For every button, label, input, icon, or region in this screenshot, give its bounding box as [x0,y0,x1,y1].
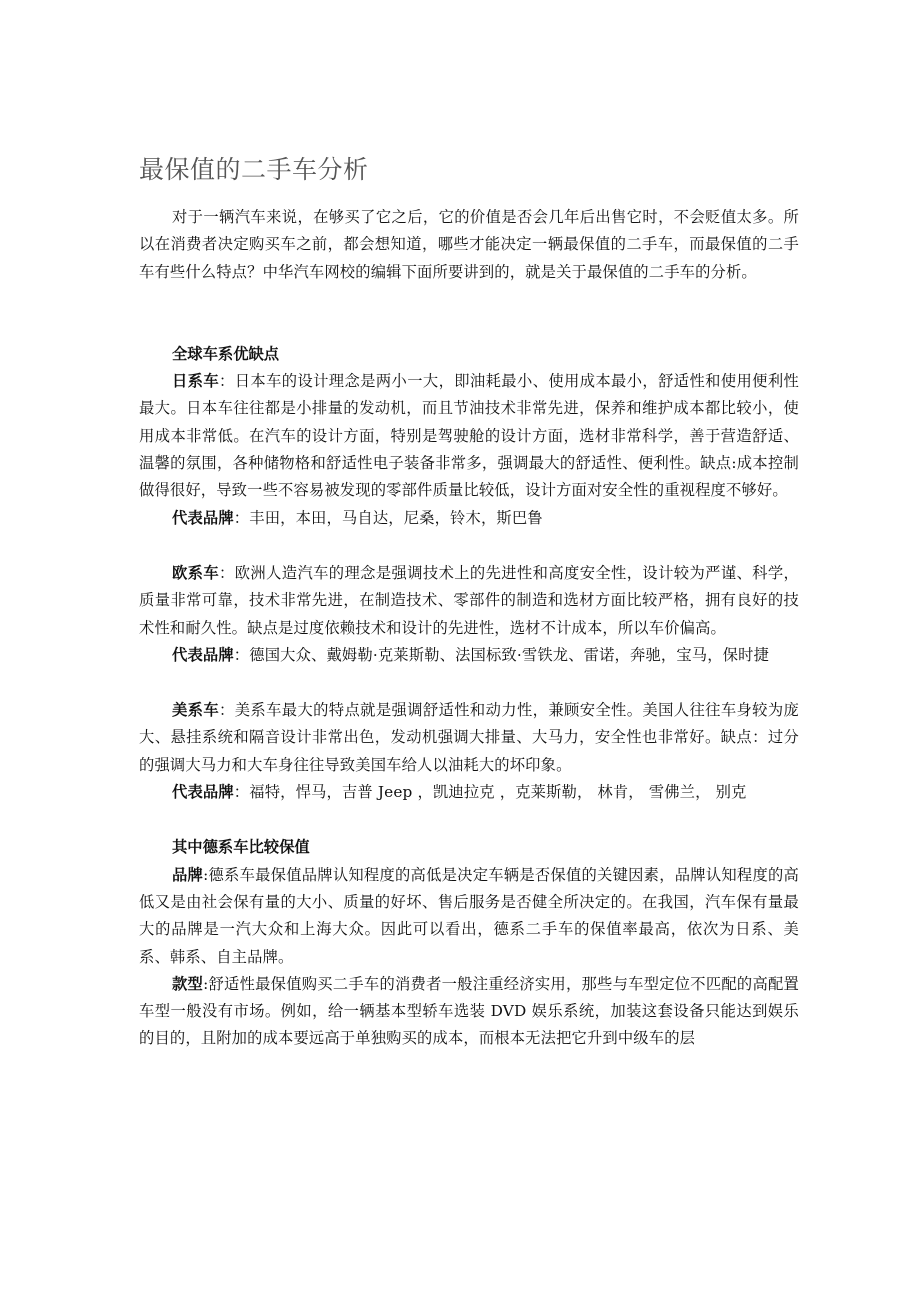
document-title: 最保值的二手车分析 [139,155,369,184]
japan-brands-lead: 代表品牌 [172,508,234,527]
america-brands-text: ：福特，悍马，吉普 Jeep ，凯迪拉克 ，克莱斯勒， 林肯， 雪佛兰， 别克 [233,783,747,802]
america-brands-lead: 代表品牌 [172,783,234,802]
section-heading-global: 全球车系优缺点 [172,344,280,363]
europe-text: ：欧洲人造汽车的理念是强调技术上的先进性和高度安全性，设计较为严谨、科学，质量非常可靠，技术非常先进，在制造技术、零部件的制造和选材方面比较严格，拥有良好的技术性和耐久性。缺点是过度依赖技术和设计的先进性，选材不计成本，所以车价偏高。 [139,563,799,637]
europe-paragraph [139,560,799,642]
spacer [139,314,799,341]
model-lead: 款型 [172,974,204,993]
brand-lead: 品牌 [172,865,204,884]
brand-text: :德系车最保值品牌认知程度的高低是决定车辆是否保值的关键因素，品牌认知程度的高低又是由社会保有量的大小、质量的好坏、售后服务是否健全所决定的。在我国，汽车保有量最大的品牌是一汽大众和上海大众。因此可以看出，德系二手车的保值率最高，依次为日系、美系、韩系、自主品牌。 [139,865,799,966]
japan-brands [139,505,799,532]
europe-brands-text: ：德国大众、戴姆勒·克莱斯勒、法国标致·雪铁龙、雷诺，奔驰，宝马，保时捷 [233,645,770,664]
spacer [139,286,799,314]
spacer [139,806,799,834]
section-heading-german: 其中德系车比较保值 [172,838,310,857]
japan-lead: 日系车 [172,372,220,391]
intro-paragraph: 对于一辆汽车来说，在够买了它之后，它的价值是否会几年后出售它时，不会贬值太多。所以在消费者决定购买车之前，都会想知道，哪些才能决定一辆最保值的二手车，而最保值的二手车有些什么特点？中华汽车网校的编辑下面所要讲到的，就是关于最保值的二手车的分析。 [139,208,799,281]
america-text: ：美系车最大的特点就是强调舒适性和动力性，兼顾安全性。美国人往往车身较为庞大、悬挂系统和隔音设计非常出色，发动机强调大排量、大马力，安全性也非常好。缺点：过分的强调大马力和大车身往往导致美国车给人以油耗大的坏印象。 [139,701,799,774]
japan-paragraph [139,368,799,504]
america-lead: 美系车 [172,701,220,720]
spacer [139,669,799,697]
model-paragraph [139,971,799,1053]
model-text: :舒适性最保值购买二手车的消费者一般注重经济实用，那些与车型定位不匹配的高配置车型一般没有市场。例如，给一辆基本型轿车选装 DVD 娱乐系统，加装这套设备只能达到娱乐的目的，且附加的成本要远高于单独购买的成本，而根本无法把它升到中级车的层 [139,974,799,1048]
europe-lead: 欧系车 [172,563,220,582]
document-page [139,150,799,1053]
europe-brands-lead: 代表品牌 [172,645,234,664]
america-paragraph [139,697,799,779]
brand-paragraph [139,862,799,971]
europe-brands [139,642,799,669]
japan-text: ：日本车的设计理念是两小一大，即油耗最小、使用成本最小，舒适性和使用便利性最大。日本车往往都是小排量的发动机，而且节油技术非常先进，保养和维护成本都比较小，使用成本非常低。在汽车的设计方面，特别是驾驶舱的设计方面，选材非常科学，善于营造舒适、温馨的氛围，各种储物格和舒适性电子装备非常多，强调最大的舒适性、便利性。缺点:成本控制做得很好，导致一些不容易被发现的零部件质量比较低，设计方面对安全性的重视程度不够好。 [139,372,799,500]
spacer [139,532,799,560]
japan-brands-text: ：丰田，本田，马自达，尼桑，铃木，斯巴鲁 [233,508,543,527]
america-brands [139,779,799,806]
